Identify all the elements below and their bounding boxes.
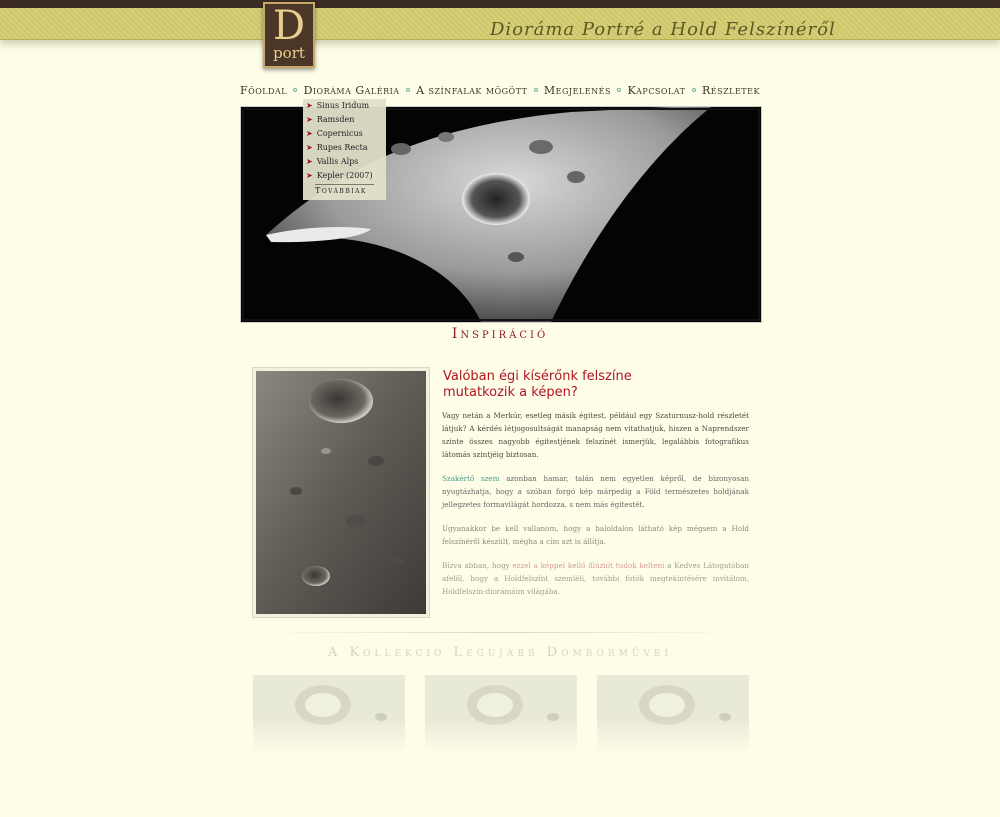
dropdown-item-label: Kepler (2007) <box>316 171 373 180</box>
nav-separator-icon <box>406 88 410 92</box>
dropdown-item-vallis-alps[interactable] <box>306 155 386 169</box>
nav-item-contact[interactable]: Kapcsolat <box>627 83 686 97</box>
paragraph-text: a Kedves Látogatóban afelől, hogy a Holdfelszínt szemléli, további fotók megtekintésére invitálom, Holdfelszín-diorámáim világába. <box>442 561 749 596</box>
dropdown-item-copernicus[interactable] <box>306 127 386 141</box>
nav-item-gallery[interactable]: Dioráma Galéria <box>303 83 400 97</box>
content-title: Valóban égi kísérőnk felszíne mutatkozik a képen? <box>443 369 632 400</box>
site-title: Dioráma Portré a Hold Felszínéről <box>490 19 836 40</box>
arrow-right-icon: ➤ <box>306 157 313 166</box>
dropdown-item-ramsden[interactable] <box>306 113 386 127</box>
paragraph-text: Bízva abban, hogy <box>442 561 513 570</box>
arrow-right-icon: ➤ <box>306 171 313 180</box>
paragraph-confession: Ugyanakkor be kell vallanom, hogy a baloldalon látható kép mégsem a Hold felszínéről készült, mégha a cím azt is állítja. <box>442 524 749 546</box>
gallery-dropdown-menu <box>303 99 386 200</box>
paragraph-intro: Vagy netán a Merkúr, esetleg másik égitest, például egy Szaturnusz-hold részletét látjuk? A kérdés létjogosultságát manapság nem vitathatjuk, hiszen a Naprendszer szinte összes nagyobb égitestjének felszínét ismerjük, legalábbis fotografikus látomás szintjéig biztosan. <box>442 411 749 459</box>
nav-item-behind-scenes[interactable]: A színfalak mögött <box>416 83 528 97</box>
arrow-right-icon: ➤ <box>306 115 313 124</box>
top-border <box>0 0 1000 8</box>
highlight-link[interactable]: ezzel a képpel kellő illúziót tudok kelteni <box>512 561 665 570</box>
collection-heading: A Kollekció Legújabb Domborművei <box>327 645 673 660</box>
dropdown-item-kepler[interactable] <box>306 169 386 183</box>
nav-item-home[interactable]: Főoldal <box>240 83 288 97</box>
logo-letter: D <box>272 3 306 49</box>
dropdown-item-label: Sinus Iridum <box>316 101 370 110</box>
section-heading: Inspiráció <box>451 326 549 342</box>
arrow-right-icon: ➤ <box>306 143 313 152</box>
nav-separator-icon <box>293 88 297 92</box>
site-logo[interactable] <box>263 2 315 68</box>
nav-item-details[interactable]: Részletek <box>701 83 760 97</box>
highlight-link[interactable]: Szakértő szem <box>442 474 500 483</box>
dropdown-item-label: Copernicus <box>316 129 363 138</box>
section-divider <box>252 632 748 633</box>
paragraph-expert <box>442 472 749 511</box>
nav-separator-icon <box>534 88 538 92</box>
arrow-right-icon: ➤ <box>306 101 313 110</box>
paragraph-invitation <box>442 559 749 598</box>
nav-separator-icon <box>617 88 621 92</box>
collection-thumbnail[interactable] <box>253 675 405 755</box>
dropdown-item-label: Rupes Recta <box>316 143 368 152</box>
dropdown-item-label: Vallis Alps <box>316 157 359 166</box>
arrow-right-icon: ➤ <box>306 129 313 138</box>
content-photo <box>252 367 430 618</box>
paragraph-text: azonban hamar, talán nem egyetlen képről, de bizonyosan nyugtázhatja, hogy a szóban forgó kép márpedig a Föld természetes holdjának jellegzetes formavilágát hordozza, s nem más égitestét. <box>442 474 749 509</box>
dropdown-item-rupes-recta[interactable] <box>306 141 386 155</box>
main-nav <box>240 82 760 98</box>
logo-word: port <box>273 44 305 62</box>
collection-thumbnail[interactable] <box>597 675 749 755</box>
dropdown-item-label: Ramsden <box>316 115 355 124</box>
dropdown-item-sinus-iridum[interactable] <box>306 99 386 113</box>
collection-thumbnail[interactable] <box>425 675 577 755</box>
dropdown-more-link[interactable]: Továbbiak <box>315 184 374 195</box>
nav-item-appearance[interactable]: Megjelenés <box>543 83 611 97</box>
nav-separator-icon <box>692 88 696 92</box>
